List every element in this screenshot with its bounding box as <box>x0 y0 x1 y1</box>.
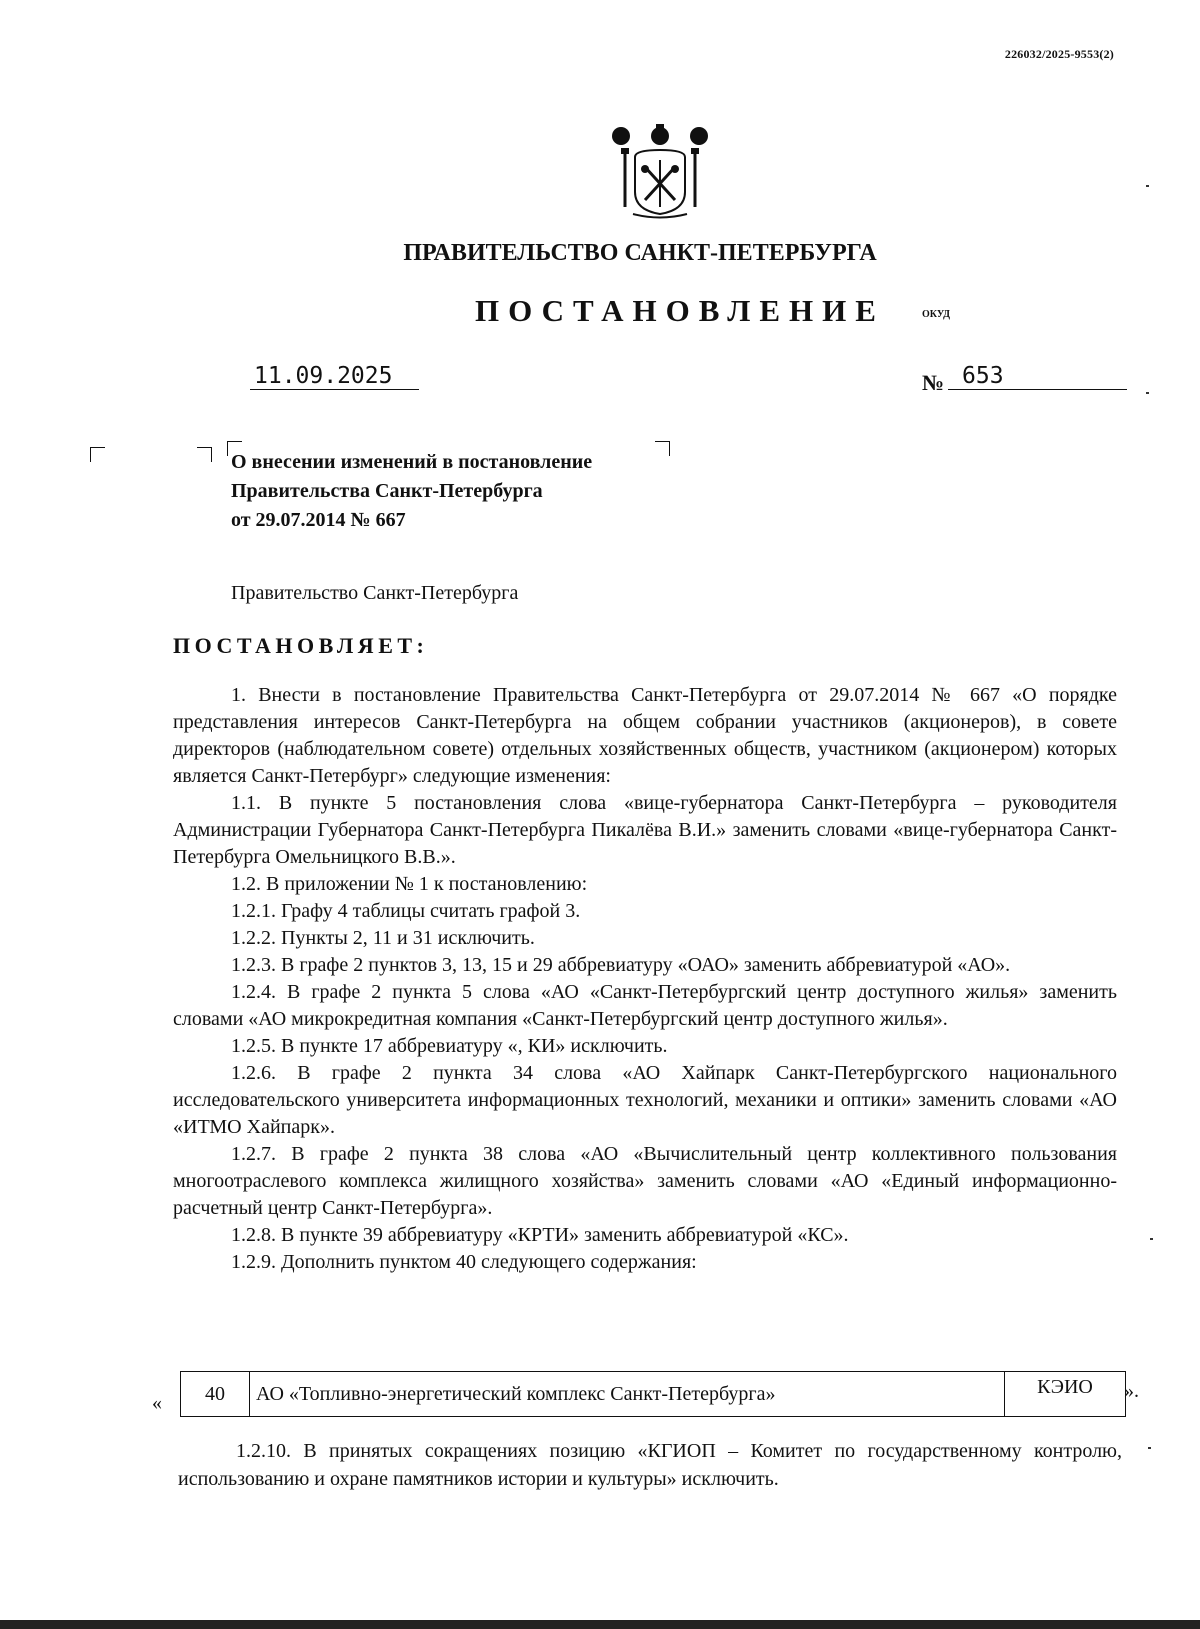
corner-mark <box>655 441 670 456</box>
subject-line: от 29.07.2014 № 667 <box>231 509 406 531</box>
scan-speck <box>1148 1447 1151 1449</box>
paragraph: 1.1. В пункте 5 постановления слова «вице-губернатора Санкт-Петербурга – руководителя Администрации Губернатора Санкт-Петербурга Пикалёва В.И.» заменить словами «вице-губернатора Санкт-Петербурга Омельницкого В.В.». <box>173 792 1117 868</box>
paragraph: 1. Внести в постановление Правительства Санкт-Петербурга от 29.07.2014 № 667 «О порядке представления интересов Санкт-Петербурга на общем собрании участников (акционеров), в совете директоров (наблюдательном совете) отдельных хозяйственных обществ, участником (акционером) которых является Санкт-Петербург» следующие изменения: <box>173 684 1117 787</box>
scan-bottom-edge <box>0 1620 1200 1629</box>
row-number-cell: 40 <box>181 1372 250 1417</box>
paragraph: 1.2.1. Графу 4 таблицы считать графой 3. <box>231 900 581 922</box>
corner-mark <box>197 447 212 462</box>
paragraph: 1.2.5. В пункте 17 аббревиатуру «, КИ» исключить. <box>231 1035 668 1057</box>
final-paragraph-block <box>178 1437 1122 1493</box>
close-quote: ». <box>1124 1380 1139 1402</box>
government-title: ПРАВИТЕЛЬСТВО САНКТ-ПЕТЕРБУРГА <box>403 240 877 266</box>
paragraph: 1.2.2. Пункты 2, 11 и 31 исключить. <box>231 927 535 949</box>
resolution-date: 11.09.2025 <box>250 363 419 390</box>
resolution-title: ПОСТАНОВЛЕНИЕ <box>475 293 885 328</box>
paragraph: 1.2.7. В графе 2 пункта 38 слова «АО «Вычислительный центр коллективного пользования многоотраслевого комплекса жилищного хозяйства» заменить словами «АО «Единый информационно-расчетный центр Санкт-Петербурга». <box>173 1143 1117 1219</box>
scan-speck <box>1146 392 1149 394</box>
paragraph: 1.2.9. Дополнить пунктом 40 следующего содержания: <box>231 1251 697 1273</box>
paragraph: 1.2.6. В графе 2 пункта 34 слова «АО Хайпарк Санкт-Петербургского национального исследовательского университета информационных технологий, механики и оптики» заменить словами «АО «ИТМО Хайпарк». <box>173 1062 1117 1138</box>
resolution-number: 653 <box>948 363 1127 390</box>
government-line: Правительство Санкт-Петербурга <box>231 582 519 604</box>
company-name-cell: АО «Топливно-энергетический комплекс Санкт-Петербурга» <box>250 1372 1005 1417</box>
subject-line: Правительства Санкт-Петербурга <box>231 480 543 502</box>
committee-cell: КЭИО <box>1005 1372 1126 1417</box>
coat-of-arms-emblem <box>605 122 715 222</box>
paragraph: 1.2.10. В принятых сокращениях позицию «КГИОП – Комитет по государственному контролю, использованию и охране памятников истории и культуры» исключить. <box>178 1440 1122 1490</box>
paragraph: 1.2.3. В графе 2 пунктов 3, 13, 15 и 29 аббревиатуру «ОАО» заменить аббревиатурой «АО». <box>231 954 1011 976</box>
paragraph: 1.2.8. В пункте 39 аббревиатуру «КРТИ» заменить аббревиатурой «КС». <box>231 1224 849 1246</box>
corner-mark <box>90 447 105 462</box>
scan-speck <box>1150 1238 1153 1240</box>
paragraph: 1.2. В приложении № 1 к постановлению: <box>231 873 588 895</box>
resolution-subject <box>231 448 592 535</box>
table-row <box>181 1372 1126 1417</box>
okud-label: ОКУД <box>922 309 951 320</box>
decrees-heading: ПОСТАНОВЛЯЕТ: <box>173 633 429 658</box>
number-sign: № <box>922 370 945 395</box>
document-registration-number: 226032/2025-9553(2) <box>1004 47 1114 61</box>
paragraph: 1.2.4. В графе 2 пункта 5 слова «АО «Санкт-Петербургский центр доступного жилья» заменить словами «АО микрокредитная компания «Санкт-Петербургский центр доступного жилья». <box>173 981 1117 1030</box>
subject-line: О внесении изменений в постановление <box>231 451 593 473</box>
inserted-table-row <box>180 1371 1126 1417</box>
document-body <box>173 682 1117 1276</box>
open-quote: « <box>152 1392 162 1414</box>
scan-speck <box>1146 185 1149 187</box>
